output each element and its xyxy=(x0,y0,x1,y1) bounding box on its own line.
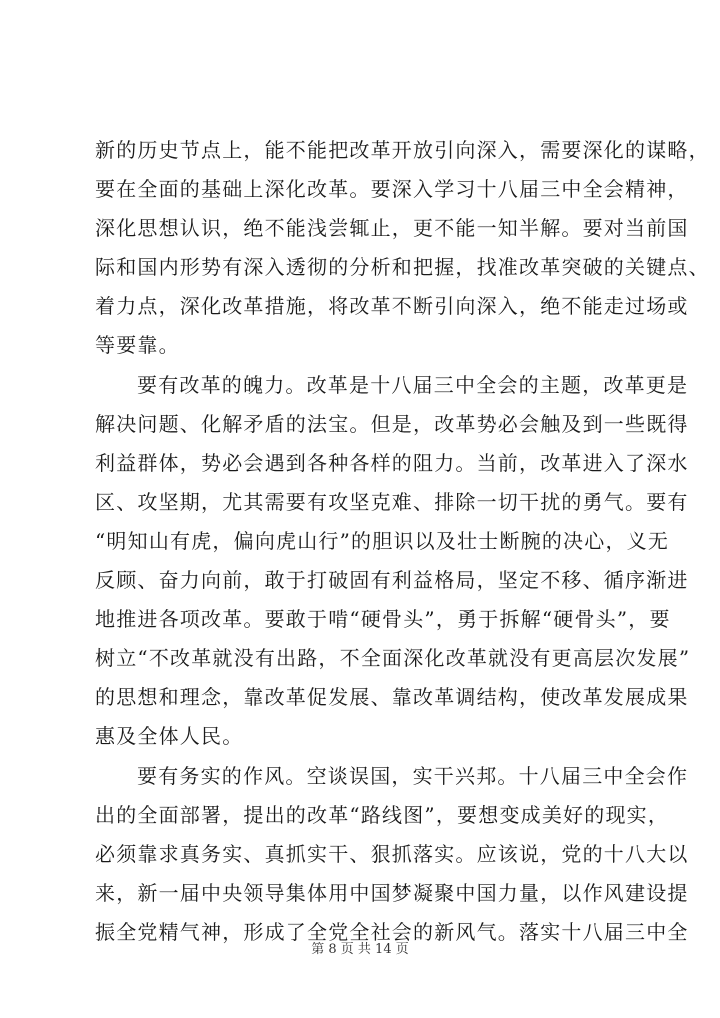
text-line: 利益群体，势必会遇到各种各样的阻力。当前，改革进入了深水 xyxy=(95,450,689,475)
text-line: 振全党精气神，形成了全党全社会的新风气。落实十八届三中全 xyxy=(95,919,689,944)
text-line: “明知山有虎，偏向虎山行”的胆识以及壮士断腕的决心，义无 xyxy=(95,528,670,553)
text-line: 反顾、奋力向前，敢于打破固有利益格局，坚定不移、循序渐进 xyxy=(95,568,689,593)
text-line: 着力点，深化改革措施，将改革不断引向深入，绝不能走过场或 xyxy=(95,294,689,319)
text-line: 等要靠。 xyxy=(95,333,180,358)
text-line: 区、攻坚期，尤其需要有攻坚克难、排除一切干扰的勇气。要有 xyxy=(95,489,689,514)
text-line: 惠及全体人民。 xyxy=(95,724,244,749)
text-line: 深化思想认识，绝不能浅尝辄止，更不能一知半解。要对当前国 xyxy=(95,216,689,241)
text-line: 际和国内形势有深入透彻的分析和把握，找准改革突破的关键点、 xyxy=(95,255,710,280)
text-line: 地推进各项改革。要敢于啃“硬骨头”，勇于拆解“硬骨头”，要 xyxy=(95,607,671,632)
text-line: 要在全面的基础上深化改革。要深入学习十八届三中全会精神， xyxy=(95,177,689,202)
paragraph-start-line: 要有改革的魄力。改革是十八届三中全会的主题，改革更是 xyxy=(137,372,689,397)
text-line: 出的全面部署，提出的改革“路线图”，要想变成美好的现实， xyxy=(95,802,670,827)
text-line: 树立“不改革就没有出路，不全面深化改革就没有更高层次发展” xyxy=(95,646,691,671)
page-number-footer: 第 8 页 共 14 页 xyxy=(311,942,409,957)
text-line: 的思想和理念，靠改革促发展、靠改革调结构，使改革发展成果 xyxy=(95,685,689,710)
text-line: 解决问题、化解矛盾的法宝。但是，改革势必会触及到一些既得 xyxy=(95,411,689,436)
text-line: 来，新一届中央领导集体用中国梦凝聚中国力量，以作风建设提 xyxy=(95,880,689,905)
paragraph-start-line: 要有务实的作风。空谈误国，实干兴邦。十八届三中全会作 xyxy=(137,763,689,788)
body-text xyxy=(95,131,710,952)
text-line: 必须靠求真务实、真抓实干、狠抓落实。应该说，党的十八大以 xyxy=(95,841,689,866)
text-line: 新的历史节点上，能不能把改革开放引向深入，需要深化的谋略， xyxy=(95,138,710,162)
